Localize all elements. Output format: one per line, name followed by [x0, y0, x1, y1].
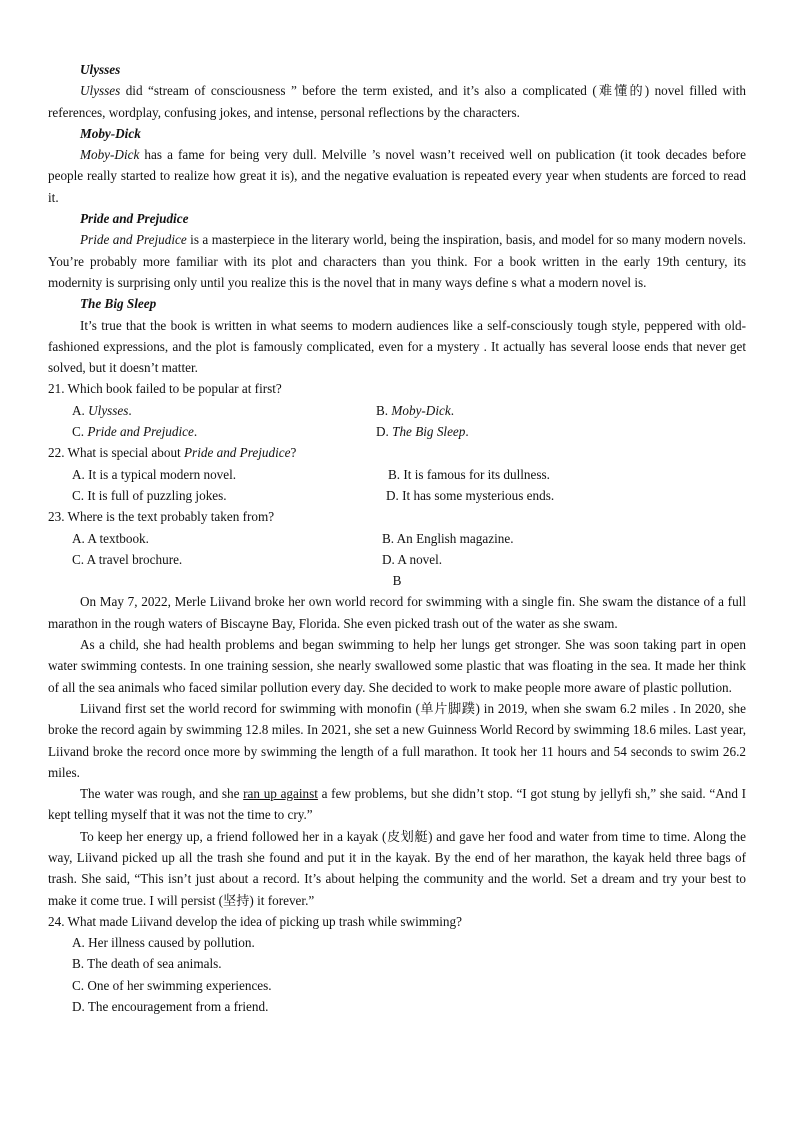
- question-21-option-d[interactable]: D. The Big Sleep.: [376, 424, 469, 440]
- heading-big-sleep: The Big Sleep: [80, 296, 157, 312]
- heading-moby-dick: Moby-Dick: [80, 125, 141, 141]
- question-23-option-c[interactable]: C. A travel brochure.: [72, 551, 183, 567]
- question-21-option-b[interactable]: B. Moby-Dick.: [376, 402, 454, 418]
- question-21-stem: 21. Which book failed to be popular at first?: [48, 381, 282, 397]
- question-23-options-row-2: [48, 549, 746, 570]
- question-23-option-a[interactable]: A. A textbook.: [72, 530, 149, 546]
- question-24-option-c[interactable]: C. One of her swimming experiences.: [72, 977, 272, 993]
- paragraph-moby-dick: Moby-Dick has a fame for being very dull. Melville ’s novel wasn’t received well on publication (it took decades before people really started to realize how great it is), and the negative evaluation is repeated every year when students are forced to read it.: [48, 147, 746, 205]
- section-b-label: B: [392, 573, 402, 589]
- passage-b-paragraph-5: To keep her energy up, a friend followed her in a kayak (皮划艇) and gave her food and water from time to time. Along the way, Liivand picked up all the trash she found and put it in the kayak. By the end of her marathon, the kayak held three bags of trash. She said, “This isn’t just about a record. It’s about helping the community and the world. Set a dream and try your best to make it come true. I will persist (坚持) it forever.”: [48, 828, 746, 908]
- passage-b-paragraph-4: The water was rough, and she ran up against a few problems, but she didn’t stop. “I got stung by jellyfi sh,” she said. “And I kept telling myself that it was not the time to cry.”: [48, 786, 747, 823]
- question-22-option-c[interactable]: C. It is full of puzzling jokes.: [72, 487, 227, 503]
- passage-b-paragraph-1: On May 7, 2022, Merle Liivand broke her own world record for swimming with a single fin. She swam the distance of a full marathon in the rough waters of Biscayne Bay, Florida. She even picked trash out of the water as she swam.: [48, 594, 746, 631]
- question-22-stem: 22. What is special about Pride and Prejudice?: [48, 445, 297, 461]
- question-21-options-row-1: [48, 400, 746, 421]
- exam-page: [48, 59, 746, 1017]
- question-24-stem: 24. What made Liivand develop the idea of picking up trash while swimming?: [48, 913, 462, 929]
- passage-b-paragraph-3: Liivand first set the world record for swimming with monofin (单片脚蹼) in 2019, when she swam 6.2 miles . In 2020, she broke the record again by swimming 12.8 miles. In 2021, she set a new Guinness World Record by swimming 18.6 miles. Last year, Liivand broke the record once more by swimming the length of a full marathon. It took her 11 hours and 54 seconds to swim 26.2 miles.: [48, 700, 746, 780]
- heading-ulysses: Ulysses: [80, 62, 121, 77]
- question-23-stem: 23. Where is the text probably taken from?: [48, 509, 275, 525]
- question-24-option-b[interactable]: B. The death of sea animals.: [72, 956, 222, 972]
- question-23-options-row-1: [48, 528, 746, 549]
- question-22-option-a[interactable]: A. It is a typical modern novel.: [72, 466, 237, 482]
- underlined-phrase: ran up against: [243, 786, 318, 802]
- question-22-options-row-1: [48, 464, 746, 485]
- question-22-option-b[interactable]: B. It is famous for its dullness.: [388, 466, 550, 482]
- paragraph-ulysses: Ulysses did “stream of consciousness ” before the term existed, and it’s also a complicated (难懂的) novel filled with references, wordplay, confusing jokes, and intense, personal reflections by the characters.: [48, 83, 746, 120]
- paragraph-big-sleep: It’s true that the book is written in what seems to modern audiences like a self-consciously tough style, peppered with old-fashioned expressions, and the plot is famously complicated, even for a mystery . It actually has several loose ends that never get solved, but it doesn’t matter.: [48, 317, 746, 376]
- question-23-option-b[interactable]: B. An English magazine.: [382, 530, 514, 546]
- question-22-option-d[interactable]: D. It has some mysterious ends.: [386, 487, 555, 503]
- question-22-options-row-2: [48, 485, 746, 506]
- question-21-option-c[interactable]: C. Pride and Prejudice.: [72, 424, 198, 440]
- question-24-option-a[interactable]: A. Her illness caused by pollution.: [72, 935, 255, 951]
- question-21-options-row-2: [48, 421, 746, 442]
- question-24-option-d[interactable]: D. The encouragement from a friend.: [72, 999, 269, 1015]
- question-21-option-a[interactable]: A. Ulysses.: [72, 402, 132, 418]
- paragraph-pride-and-prejudice: Pride and Prejudice is a masterpiece in the literary world, being the inspiration, basis, and model for so many modern novels. You’re probably more familiar with its plot and characters than you think. For a book written in the early 19th century, its modernity is surprising only until you realize this is the novel that in many ways define s what a modern novel is.: [48, 232, 746, 290]
- question-23-option-d[interactable]: D. A novel.: [382, 551, 443, 567]
- passage-b-paragraph-2: As a child, she had health problems and began swimming to help her lungs get stronger. She was soon taking part in open water swimming contests. In one training session, she nearly swallowed some plastic that was floating in the sea. It made her think of all the sea animals who faced similar pollution every day. She decided to work to make people more aware of plastic pollution.: [48, 637, 746, 695]
- heading-pride-and-prejudice: Pride and Prejudice: [80, 211, 189, 227]
